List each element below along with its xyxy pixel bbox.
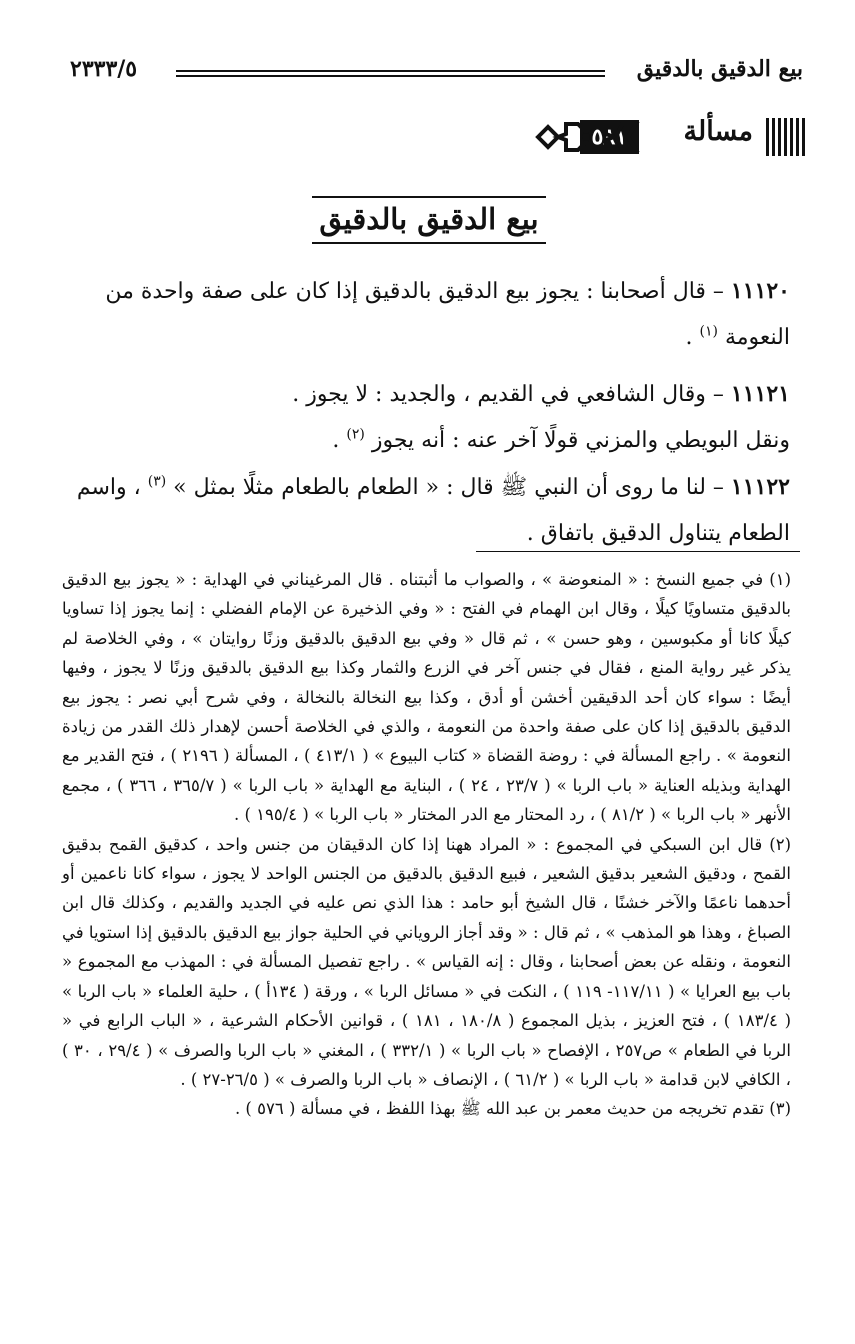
paragraph-end: . bbox=[685, 325, 700, 350]
paragraph-text: – قال أصحابنا : يجوز بيع الدقيق بالدقيق إذا كان على صفة واحدة من النعومة bbox=[105, 279, 790, 350]
running-header bbox=[70, 56, 803, 92]
page-reference: ٢٣٣٣/٥ bbox=[70, 56, 138, 82]
paragraph-text: – لنا ما روى أن النبي ﷺ قال : « الطعام بالطعام مثلًا بمثل » bbox=[166, 475, 731, 500]
paragraph-text: – وقال الشافعي في القديم ، والجديد : لا يجوز . bbox=[292, 382, 731, 407]
header-rule bbox=[176, 70, 605, 77]
geometric-ornament-icon bbox=[532, 112, 640, 162]
footnote-2: (٢) قال ابن السبكي في المجموع : « المراد ههنا إذا كان الدقيقان من جنس واحد ، كدقيق القمح بدقيق القمح ، ودقيق الشعير بدقيق الشعير ، فبيع الدقيق بالدقيق من الجنس الواحد لا يجوز ، سواء كانا ناعمين أو أحدهما ناعمًا والآخر خشنًا ، قال الشيخ أبو حامد : هذا الذي نص عليه في الجديد والقديم ، وكذلك قال ابن الصباغ ، وهذا هو المذهب » ، ثم قال : « وقد أجاز الروياني في الحلية جواز بيع الدقيق بالدقيق إذا استويا في النعومة ، ونقله عن بعض أصحابنا ، وقال : إنه القياس » . راجع تفصيل المسألة في : المهذب مع المجموع « باب بيع العرايا » ( ١١٧/١١- ١١٩ ) ، النكت في « مسائل الربا » ، ورقة ( ١٣٤أ ) ، حلية العلماء « باب الربا » ( ١٨٣/٤ ) ، فتح العزيز ، بذيل المجموع ( ١٨٠/٨ ، ١٨١ ) ، قوانين الأحكام الشرعية ، « الباب الرابع في « الربا في الطعام » ص٢٥٧ ، الإفصاح « باب الربا » ( ٣٣٢/١ ) ، المغني « باب الربا والصرف » ( ٢٩/٤ ، ٣٠ ) ، الكافي لابن قدامة « باب الربا » ( ٦١/٢ ) ، الإنصاف « باب الربا والصرف » ( ٢٦/٥-٢٧ ) . bbox=[62, 834, 792, 1089]
paragraph-11122 bbox=[64, 464, 790, 557]
paragraph-number: ١١١٢٠ bbox=[730, 278, 790, 304]
footnote-separator bbox=[476, 551, 800, 552]
paragraph-11121 bbox=[64, 371, 790, 418]
masala-number: ٥٨١ bbox=[580, 120, 639, 154]
footnote-marker: (٢) bbox=[346, 426, 365, 443]
paragraph-11120 bbox=[64, 268, 790, 361]
paragraph-end: ، واسم الطعام يتناول الدقيق باتفاق . bbox=[76, 475, 790, 546]
main-text bbox=[64, 268, 790, 557]
footnotes bbox=[62, 565, 791, 1124]
footnote-marker: (٣) bbox=[147, 473, 167, 490]
paragraph-number: ١١١٢٢ bbox=[730, 474, 790, 500]
running-title: بيع الدقيق بالدقيق bbox=[636, 56, 803, 82]
paragraph-11121-continued bbox=[64, 418, 790, 464]
masala-label: مسألة bbox=[683, 116, 753, 147]
paragraph-end: . bbox=[332, 428, 347, 453]
chapter-title: بيع الدقيق بالدقيق bbox=[312, 196, 546, 244]
paragraph-number: ١١١٢١ bbox=[730, 381, 790, 407]
footnote-3: (٣) تقدم تخريجه من حديث معمر بن عبد الله ﷺ بهذا اللفظ ، في مسألة ( ٥٧٦ ) . bbox=[234, 1099, 791, 1119]
footnote-marker: (١) bbox=[699, 323, 718, 340]
footnote-1: (١) في جميع النسخ : « المنعوضة » ، والصواب ما أثبتناه . قال المرغيناني في الهداية : « يجوز بيع الدقيق بالدقيق متساويًا كيلًا ، وقال ابن الهمام في الفتح : « وفي الذخيرة عن الإمام الفضلي : إنما يجوز إذا تساويا كيلًا كانا أو مكبوسين ، وهو حسن » ، ثم قال « وفي بيع الدقيق بالدقيق وزنًا روايتان » ، وفي الخلاصة لم يذكر غير رواية المنع ، فقال في جنس آخر في الزرع والثمار وكذا بيع الدقيق بالدقيق وزنًا لا يجوز ، وفيها أيضًا : سواء كان أحد الدقيقين أخشن أو أدق ، وكذا بيع النخالة بالنخالة ، وفي شرح أبي نصر : يجوز بيع الدقيق بالدقيق إذا كان على صفة واحدة من النعومة ، والذي في الخلاصة أحسن لإهدار ذلك القدر من زيادة النعومة » . راجع المسألة في : روضة القضاة « كتاب البيوع » ( ٤١٣/١ ) ، المسألة ( ٢١٩٦ ) ، فتح القدير مع الهداية وبذيله العناية « باب الربا » ( ٢٣/٧ ، ٢٤ ) ، البناية مع الهداية « باب الربا » ( ٣٦٥/٧ ، ٣٦٦ ) ، مجمع الأنهر « باب الربا » ( ٨١/٢ ) ، رد المحتار مع الدر المختار « باب الربا » ( ١٩٥/٤ ) . bbox=[62, 570, 791, 825]
masala-header bbox=[532, 112, 805, 162]
bars-ornament bbox=[763, 118, 805, 156]
paragraph-text: ونقل البويطي والمزني قولًا آخر عنه : أنه يجوز bbox=[364, 428, 790, 453]
